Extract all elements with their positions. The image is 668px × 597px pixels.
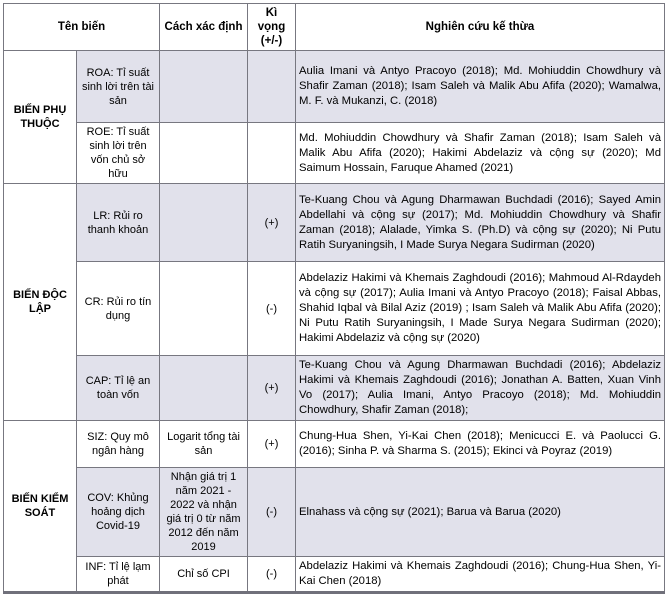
- cell-method: Logarit tổng tài sản: [160, 421, 248, 468]
- header-ki-vong: [248, 4, 296, 51]
- cell-variable-name: COV: Khủng hoảng dịch Covid-19: [77, 468, 160, 557]
- cell-references: Abdelaziz Hakimi và Khemais Zaghdoudi (2016); Chung-Hua Shen, Yi-Kai Chen (2018): [296, 557, 665, 593]
- header-ki-vong-line1: Kì vọng: [257, 7, 286, 33]
- table-row-lr: [4, 184, 665, 262]
- cell-expectation: (-): [248, 468, 296, 557]
- cell-variable-name: INF: Tỉ lệ lạm phát: [77, 557, 160, 593]
- cell-expectation: [248, 51, 296, 123]
- cell-expectation: (+): [248, 184, 296, 262]
- header-nghien-cuu: Nghiên cứu kế thừa: [296, 4, 665, 51]
- cell-method: [160, 123, 248, 184]
- table-row-siz: [4, 421, 665, 468]
- cell-references: Abdelaziz Hakimi và Khemais Zaghdoudi (2016); Mahmoud Al-Rdaydeh và cộng sự (2017); Aulia Imani và Antyo Pracoyo (2018); Faisal Abbas, Shahid Iqbal và Bilal Aziz (2019) ; Isam Saleh và Malik Abu Afifa (2020); Ni Putu Ratih Suryaningsih, I Made Surya Negara Sudirman (2020); Hakimi Abdelaziz và cộng sự (2020): [296, 262, 665, 356]
- cell-variable-name: LR: Rủi ro thanh khoản: [77, 184, 160, 262]
- table-row-roe: [4, 123, 665, 184]
- cell-method: [160, 262, 248, 356]
- table-row-cr: [4, 262, 665, 356]
- header-row: [4, 4, 665, 51]
- cell-variable-name: ROE: Tỉ suất sinh lời trên vốn chủ sở hữu: [77, 123, 160, 184]
- cell-references: Chung-Hua Shen, Yi-Kai Chen (2018); Menicucci E. và Paolucci G. (2016); Sinha P. và Sharma S. (2015); Ekinci và Poyraz (2019): [296, 421, 665, 468]
- table-row-cap: [4, 356, 665, 421]
- cell-expectation: (+): [248, 356, 296, 421]
- group-label-bien-doc-lap: BIẾN ĐỘC LẬP: [4, 184, 77, 421]
- cell-references: Te-Kuang Chou và Agung Dharmawan Buchdadi (2016); Abdelaziz Hakimi và Khemais Zaghdoudi (2016); Jonathan A. Batten, Xuan Vinh Vo (2017); Aulia Imani, Antyo Pracoyo (2018); Md. Mohiuddin Chowdhury, Shafir Zaman (2018);: [296, 356, 665, 421]
- cell-method: Nhận giá trị 1 năm 2021 - 2022 và nhận giá trị 0 từ năm 2012 đến năm 2019: [160, 468, 248, 557]
- group-label-bien-phu-thuoc: BIẾN PHỤ THUỘC: [4, 51, 77, 184]
- cell-expectation: (-): [248, 262, 296, 356]
- cell-method: [160, 184, 248, 262]
- cell-variable-name: CR: Rủi ro tín dụng: [77, 262, 160, 356]
- header-ki-vong-line2: (+/-): [260, 35, 283, 47]
- cell-method: Chỉ số CPI: [160, 557, 248, 593]
- cell-expectation: (-): [248, 557, 296, 593]
- header-ten-bien: Tên biến: [4, 4, 160, 51]
- cell-references: Md. Mohiuddin Chowdhury và Shafir Zaman (2018); Isam Saleh và Malik Abu Afifa (2020); Hakimi Abdelaziz và cộng sự (2020); Md Saimum Hossain, Faruque Ahamed (2021): [296, 123, 665, 184]
- cell-variable-name: ROA: Tỉ suất sinh lời trên tài sản: [77, 51, 160, 123]
- cell-expectation: (+): [248, 421, 296, 468]
- cell-variable-name: CAP: Tỉ lệ an toàn vốn: [77, 356, 160, 421]
- cell-method: [160, 356, 248, 421]
- cell-expectation: [248, 123, 296, 184]
- table-row-cov: [4, 468, 665, 557]
- group-label-bien-kiem-soat: BIẾN KIỂM SOÁT: [4, 421, 77, 593]
- cell-references: Te-Kuang Chou và Agung Dharmawan Buchdadi (2016); Sayed Amin Abdellahi và cộng sự (2017); Md. Mohiuddin Chowdhury và Shafir Zaman (2018); Alalade, Yimka S. (Ph.D) và cộng sự (2020); Ni Putu Ratih Suryaningsih, I Made Surya Negara Sudirman (2020): [296, 184, 665, 262]
- cell-method: [160, 51, 248, 123]
- cell-references: Elnahass và cộng sự (2021); Barua và Barua (2020): [296, 468, 665, 557]
- header-cach-xac-dinh: Cách xác định: [160, 4, 248, 51]
- cell-variable-name: SIZ: Quy mô ngân hàng: [77, 421, 160, 468]
- variables-table: [3, 3, 665, 594]
- cell-references: Aulia Imani và Antyo Pracoyo (2018); Md. Mohiuddin Chowdhury và Shafir Zaman (2018); Isam Saleh và Malik Abu Afifa (2020); Wamalwa, M. F. và Mukanzi, C. (2018): [296, 51, 665, 123]
- table-row-roa: [4, 51, 665, 123]
- table-row-inf: [4, 557, 665, 593]
